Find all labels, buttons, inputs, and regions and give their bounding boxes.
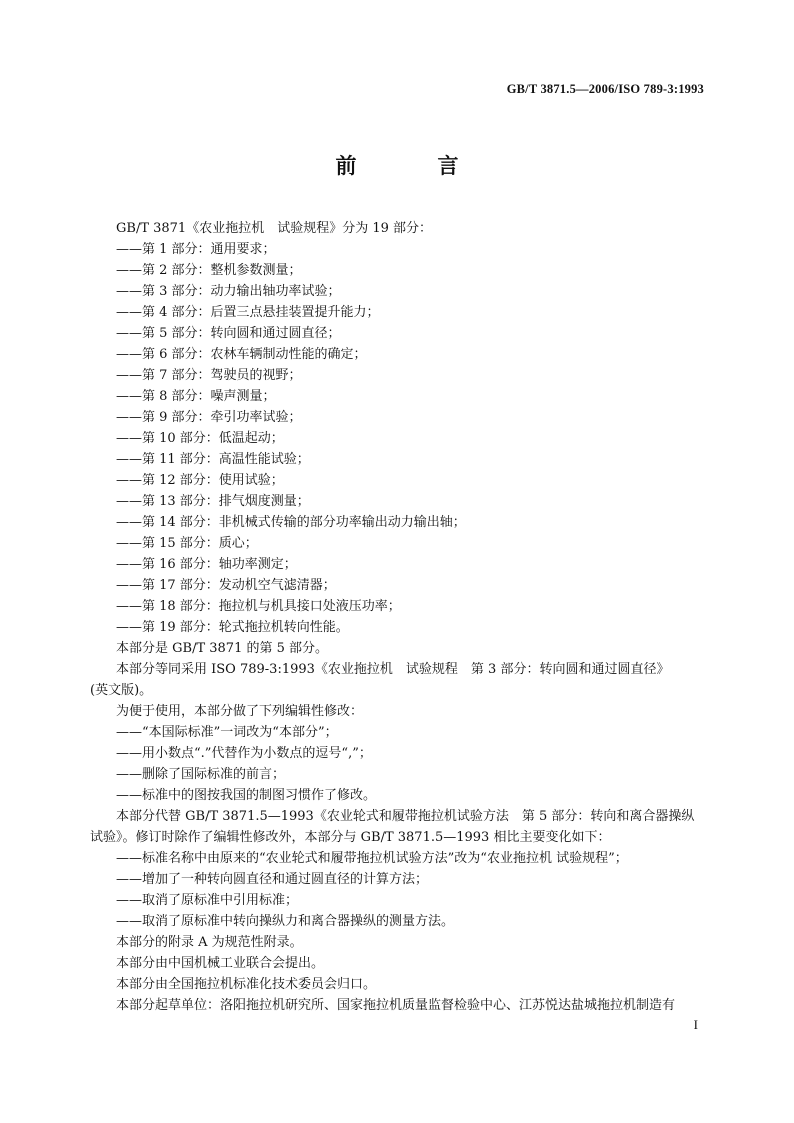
part-list-item: ——第 6 部分：农林车辆制动性能的确定；: [116, 347, 367, 362]
main-change-item: ——取消了原标准中引用标准；: [116, 893, 299, 908]
intro-paragraph: GB/T 3871《农业拖拉机 试验规程》分为 19 部分：: [116, 221, 433, 236]
part-list-item: ——第 15 部分：质心；: [116, 536, 258, 551]
part-list-item: ——第 8 部分：噪声测量；: [116, 389, 276, 404]
replacement-paragraph-continued: 试验》。修订时除作了编辑性修改外，本部分与 GB/T 3871.5—1993 相比主要变化如下：: [90, 830, 611, 845]
standard-code: GB/T 3871.5—2006/ISO 789-3:1993: [506, 82, 704, 96]
page-number: I: [693, 1017, 698, 1032]
part-list-item: ——第 17 部分：发动机空气滤清器；: [116, 578, 336, 593]
document-body: [90, 218, 708, 1016]
main-change-item: ——标准名称中由原来的“农业轮式和履带拖拉机试验方法”改为“农业拖拉机 试验规程”；: [116, 851, 628, 866]
annex-paragraph: 本部分的附录 A 为规范性附录。: [116, 935, 303, 950]
this-part-paragraph: 本部分是 GB/T 3871 的第 5 部分。: [116, 641, 329, 656]
proposed-by-paragraph: 本部分由中国机械工业联合会提出。: [116, 956, 325, 971]
editorial-intro: 为便于使用，本部分做了下列编辑性修改：: [116, 704, 364, 719]
part-list-item: ——第 10 部分：低温起动；: [116, 431, 284, 446]
part-list-item: ——第 4 部分：后置三点悬挂装置提升能力；: [116, 305, 380, 320]
part-list-item: ——第 11 部分：高温性能试验；: [116, 452, 310, 467]
replacement-paragraph: 本部分代替 GB/T 3871.5—1993《农业轮式和履带拖拉机试验方法 第 5 部分：转向和离合器操纵: [116, 809, 695, 824]
part-list-item: ——第 19 部分：轮式拖拉机转向性能。: [116, 620, 349, 635]
main-change-item: ——取消了原标准中转向操纵力和离合器操纵的测量方法。: [116, 914, 455, 929]
page-title: 前 言: [335, 153, 489, 178]
adoption-paragraph-continued: (英文版)。: [90, 683, 153, 698]
part-list-item: ——第 2 部分：整机参数测量；: [116, 263, 302, 278]
main-change-item: ——增加了一种转向圆直径和通过圆直径的计算方法；: [116, 872, 429, 887]
part-list-item: ——第 5 部分：转向圆和通过圆直径；: [116, 326, 341, 341]
part-list-item: ——第 1 部分：通用要求；: [116, 242, 276, 257]
part-list-item: ——第 16 部分：轴功率测定；: [116, 557, 297, 572]
part-list-item: ——第 14 部分：非机械式传输的部分功率输出动力输出轴；: [116, 515, 466, 530]
part-list-item: ——第 7 部分：驾驶员的视野；: [116, 368, 302, 383]
part-list-item: ——第 12 部分：使用试验；: [116, 473, 284, 488]
editorial-change-item: ——标准中的图按我国的制图习惯作了修改。: [116, 788, 377, 803]
editorial-change-item: ——删除了国际标准的前言；: [116, 767, 286, 782]
centralized-by-paragraph: 本部分由全国拖拉机标准化技术委员会归口。: [116, 977, 377, 992]
adoption-paragraph: 本部分等同采用 ISO 789-3:1993《农业拖拉机 试验规程 第 3 部分：转向圆和通过圆直径》: [116, 662, 670, 677]
editorial-change-item: ——“本国际标准”一词改为“本部分”；: [116, 725, 338, 740]
drafters-paragraph: 本部分起草单位：洛阳拖拉机研究所、国家拖拉机质量监督检验中心、江苏悦达盐城拖拉机制造有: [116, 998, 676, 1013]
part-list-item: ——第 13 部分：排气烟度测量；: [116, 494, 310, 509]
part-list-item: ——第 9 部分：牵引功率试验；: [116, 410, 302, 425]
part-list-item: ——第 3 部分：动力输出轴功率试验；: [116, 284, 341, 299]
part-list-item: ——第 18 部分：拖拉机与机具接口处液压功率；: [116, 599, 401, 614]
editorial-change-item: ——用小数点“.”代替作为小数点的逗号“,”；: [116, 746, 372, 761]
